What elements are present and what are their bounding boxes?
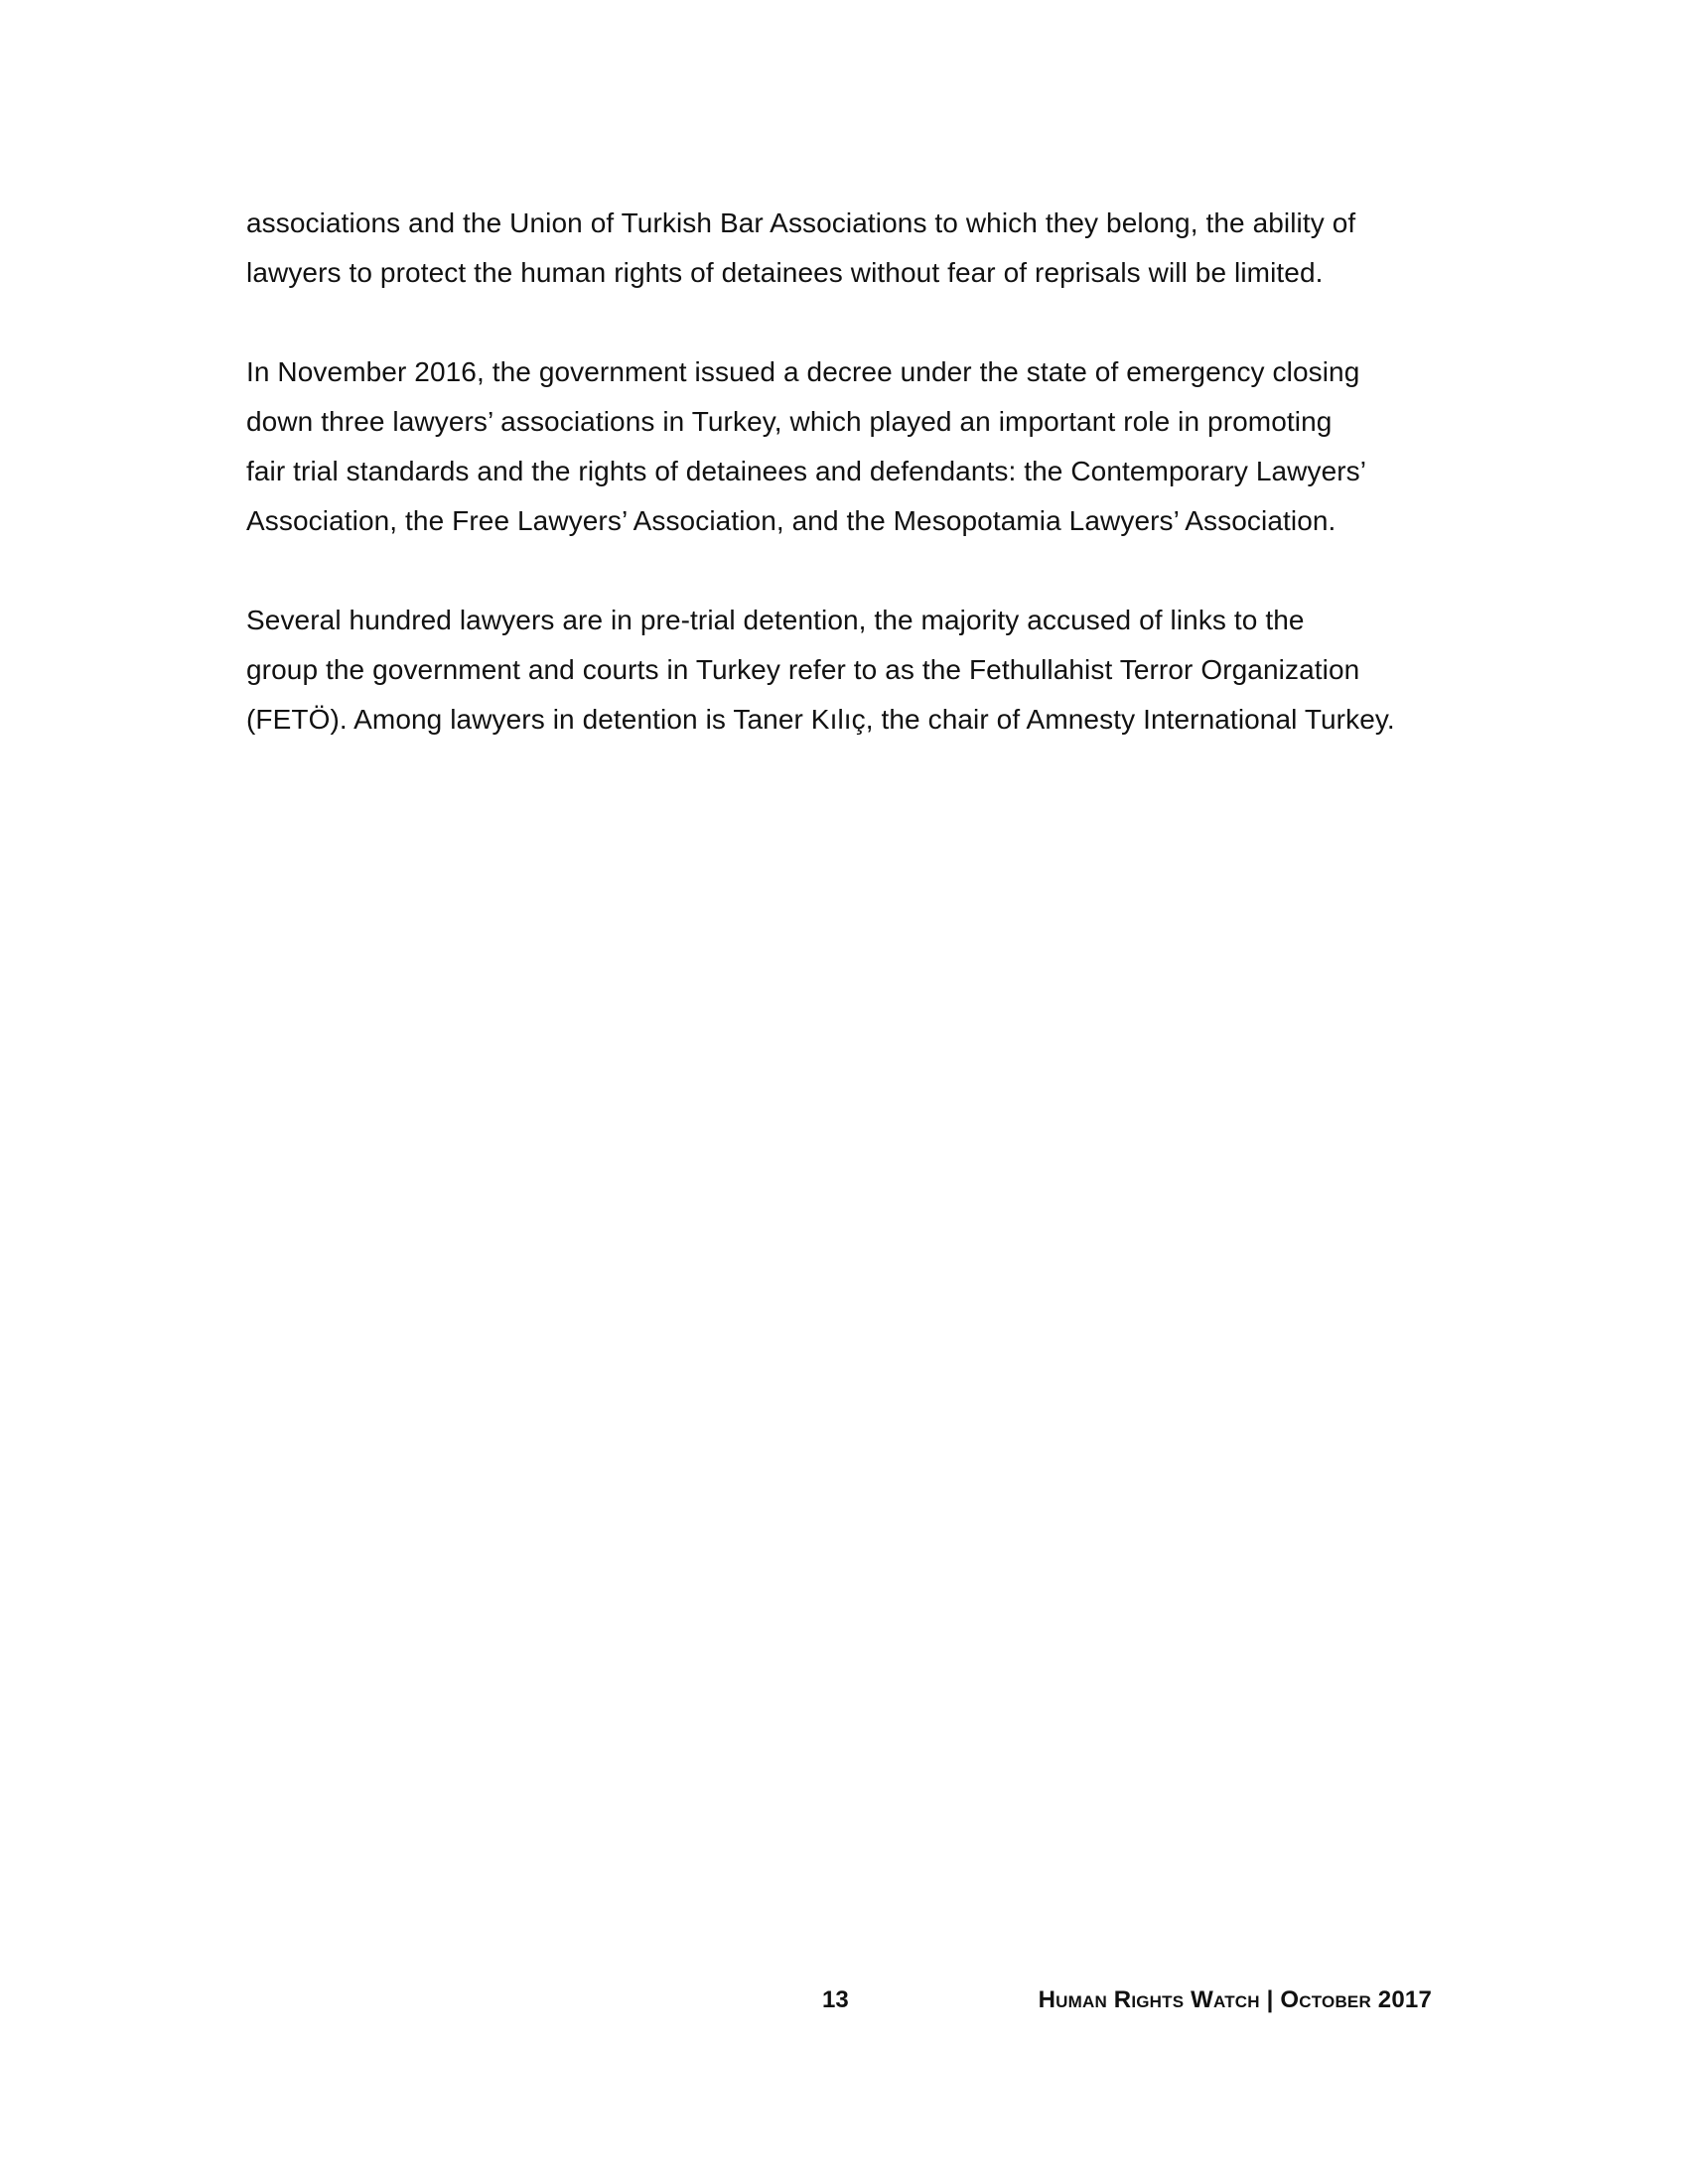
text-line: fair trial standards and the rights of detainees and defendants: the Contemporary Lawyers’ xyxy=(246,456,1367,486)
paragraph-2 xyxy=(246,347,1458,546)
text-line: Association, the Free Lawyers’ Association, and the Mesopotamia Lawyers’ Association. xyxy=(246,505,1336,536)
text-line: In November 2016, the government issued a decree under the state of emergency closing xyxy=(246,356,1360,387)
text-line: associations and the Union of Turkish Bar Associations to which they belong, the ability of xyxy=(246,207,1356,238)
running-title: Human Rights Watch | October 2017 xyxy=(1038,1986,1432,2013)
paragraph-1 xyxy=(246,199,1458,298)
page-number: 13 xyxy=(822,1986,849,2013)
text-line: down three lawyers’ associations in Turkey, which played an important role in promoting xyxy=(246,406,1333,437)
text-line: group the government and courts in Turkey refer to as the Fethullahist Terror Organization xyxy=(246,654,1360,685)
page-footer xyxy=(0,1980,1688,2020)
text-line: Several hundred lawyers are in pre-trial detention, the majority accused of links to the xyxy=(246,605,1305,635)
body-text xyxy=(246,199,1458,794)
text-line: (FETÖ). Among lawyers in detention is Taner Kılıç, the chair of Amnesty International Turkey. xyxy=(246,704,1395,735)
paragraph-3 xyxy=(246,596,1458,745)
text-line: lawyers to protect the human rights of detainees without fear of reprisals will be limited. xyxy=(246,257,1324,288)
